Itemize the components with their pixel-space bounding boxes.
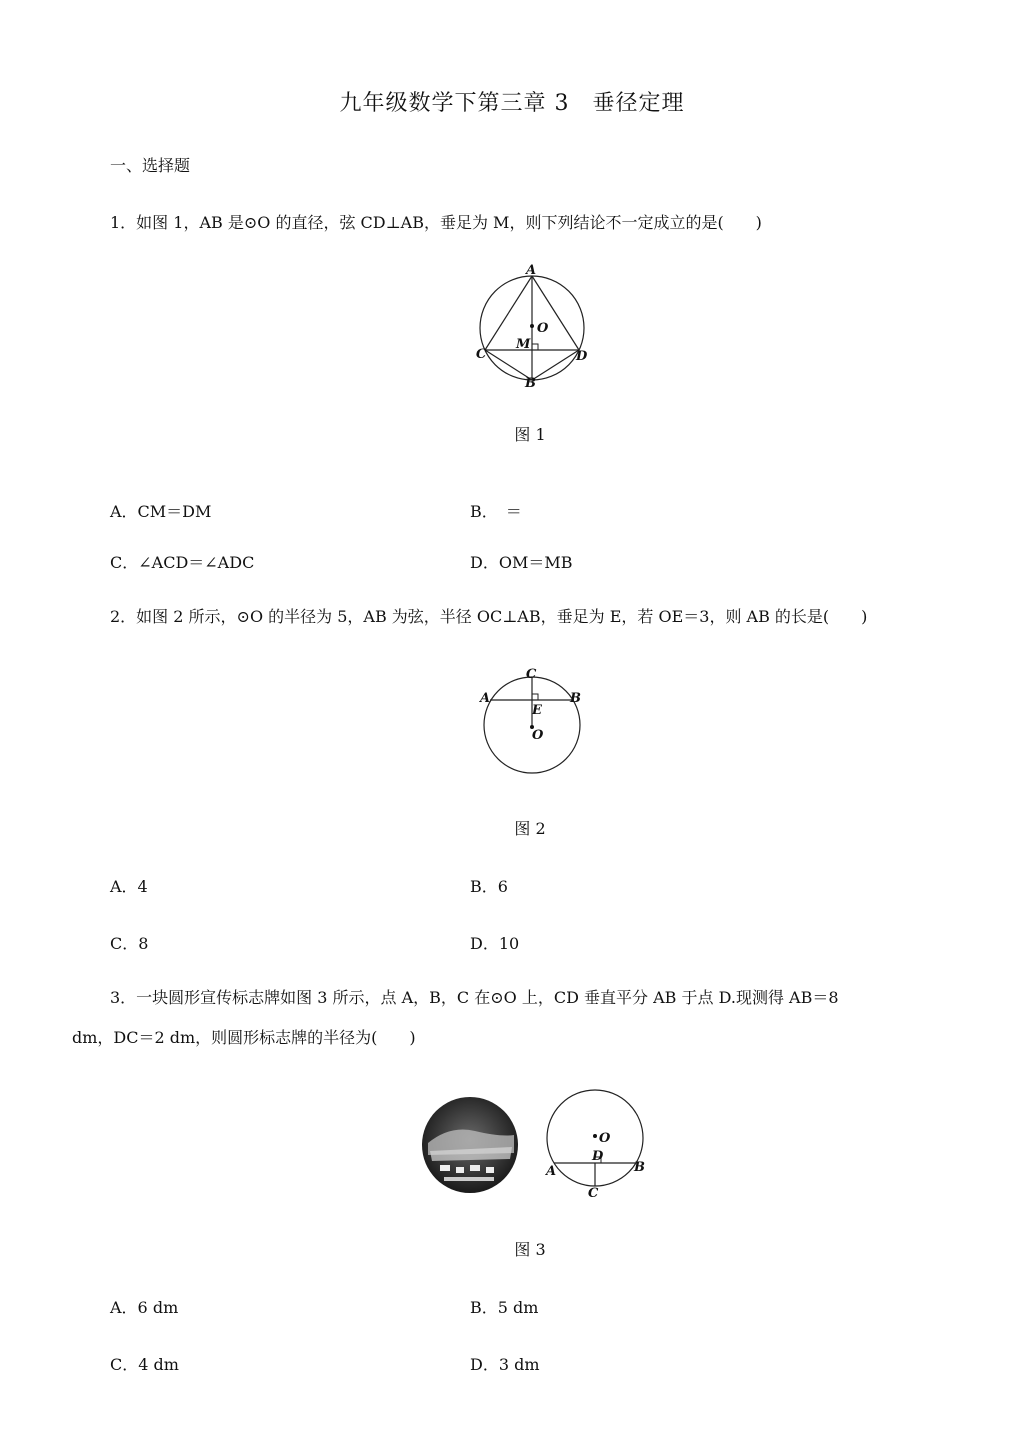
figure-1-caption: 图 1 — [514, 425, 546, 444]
question-1-stem: 1．如图 1，AB 是⊙O 的直径，弦 CD⊥AB，垂足为 M，则下列结论不一定成立的是( ) — [110, 213, 762, 232]
q3-option-a: A．6 dm — [110, 1298, 179, 1317]
q2-option-b: B．6 — [470, 877, 508, 896]
fig2-label-a: A — [480, 691, 491, 706]
q2-option-d: D．10 — [470, 934, 520, 953]
figure-2-diagram — [474, 662, 594, 778]
figure-1-diagram — [470, 258, 600, 394]
q3-option-b: B．5 dm — [470, 1298, 539, 1317]
q1-option-d: D．OM＝MB — [470, 553, 573, 572]
q3-option-c: C．4 dm — [110, 1355, 179, 1374]
fig1-label-o: O — [537, 321, 549, 336]
fig3-label-d: D — [592, 1149, 604, 1164]
fig1-label-a: A — [526, 263, 537, 278]
q2-option-c: C．8 — [110, 934, 149, 953]
fig2-label-b: B — [570, 691, 581, 706]
q3-option-d: D．3 dm — [470, 1355, 540, 1374]
fig1-label-b: B — [525, 376, 536, 391]
signboard-photo — [420, 1095, 520, 1195]
fig1-label-d: D — [576, 349, 588, 364]
section-heading: 一、选择题 — [110, 156, 191, 175]
fig3-label-c: C — [588, 1186, 599, 1201]
fig3-label-o: O — [599, 1131, 611, 1146]
figure-3-diagram — [540, 1085, 660, 1201]
q1-option-b: B． ＝ — [470, 502, 522, 521]
q2-option-a: A．4 — [110, 877, 148, 896]
q1-option-a: A．CM＝DM — [110, 502, 212, 521]
fig2-label-o: O — [532, 728, 544, 743]
fig2-label-c: C — [526, 667, 537, 682]
figure-3-caption: 图 3 — [514, 1240, 546, 1259]
q1-option-c: C．∠ACD＝∠ADC — [110, 553, 255, 572]
figure-2-caption: 图 2 — [514, 819, 546, 838]
fig3-label-b: B — [634, 1160, 645, 1175]
question-3-stem-line-1: 3．一块圆形宣传标志牌如图 3 所示，点 A，B，C 在⊙O 上，CD 垂直平分 AB 于点 D.现测得 AB＝8 — [110, 988, 839, 1007]
fig1-label-c: C — [476, 347, 487, 362]
page-title: 九年级数学下第三章 3 垂径定理 — [339, 91, 685, 116]
question-2-stem: 2．如图 2 所示，⊙O 的半径为 5，AB 为弦，半径 OC⊥AB，垂足为 E，若 OE＝3，则 AB 的长是( ) — [110, 607, 868, 626]
fig2-label-e: E — [532, 703, 542, 718]
fig3-label-a: A — [546, 1164, 557, 1179]
question-3-stem-line-2: dm，DC＝2 dm，则圆形标志牌的半径为( ) — [72, 1028, 416, 1047]
fig1-label-m: M — [516, 337, 531, 352]
